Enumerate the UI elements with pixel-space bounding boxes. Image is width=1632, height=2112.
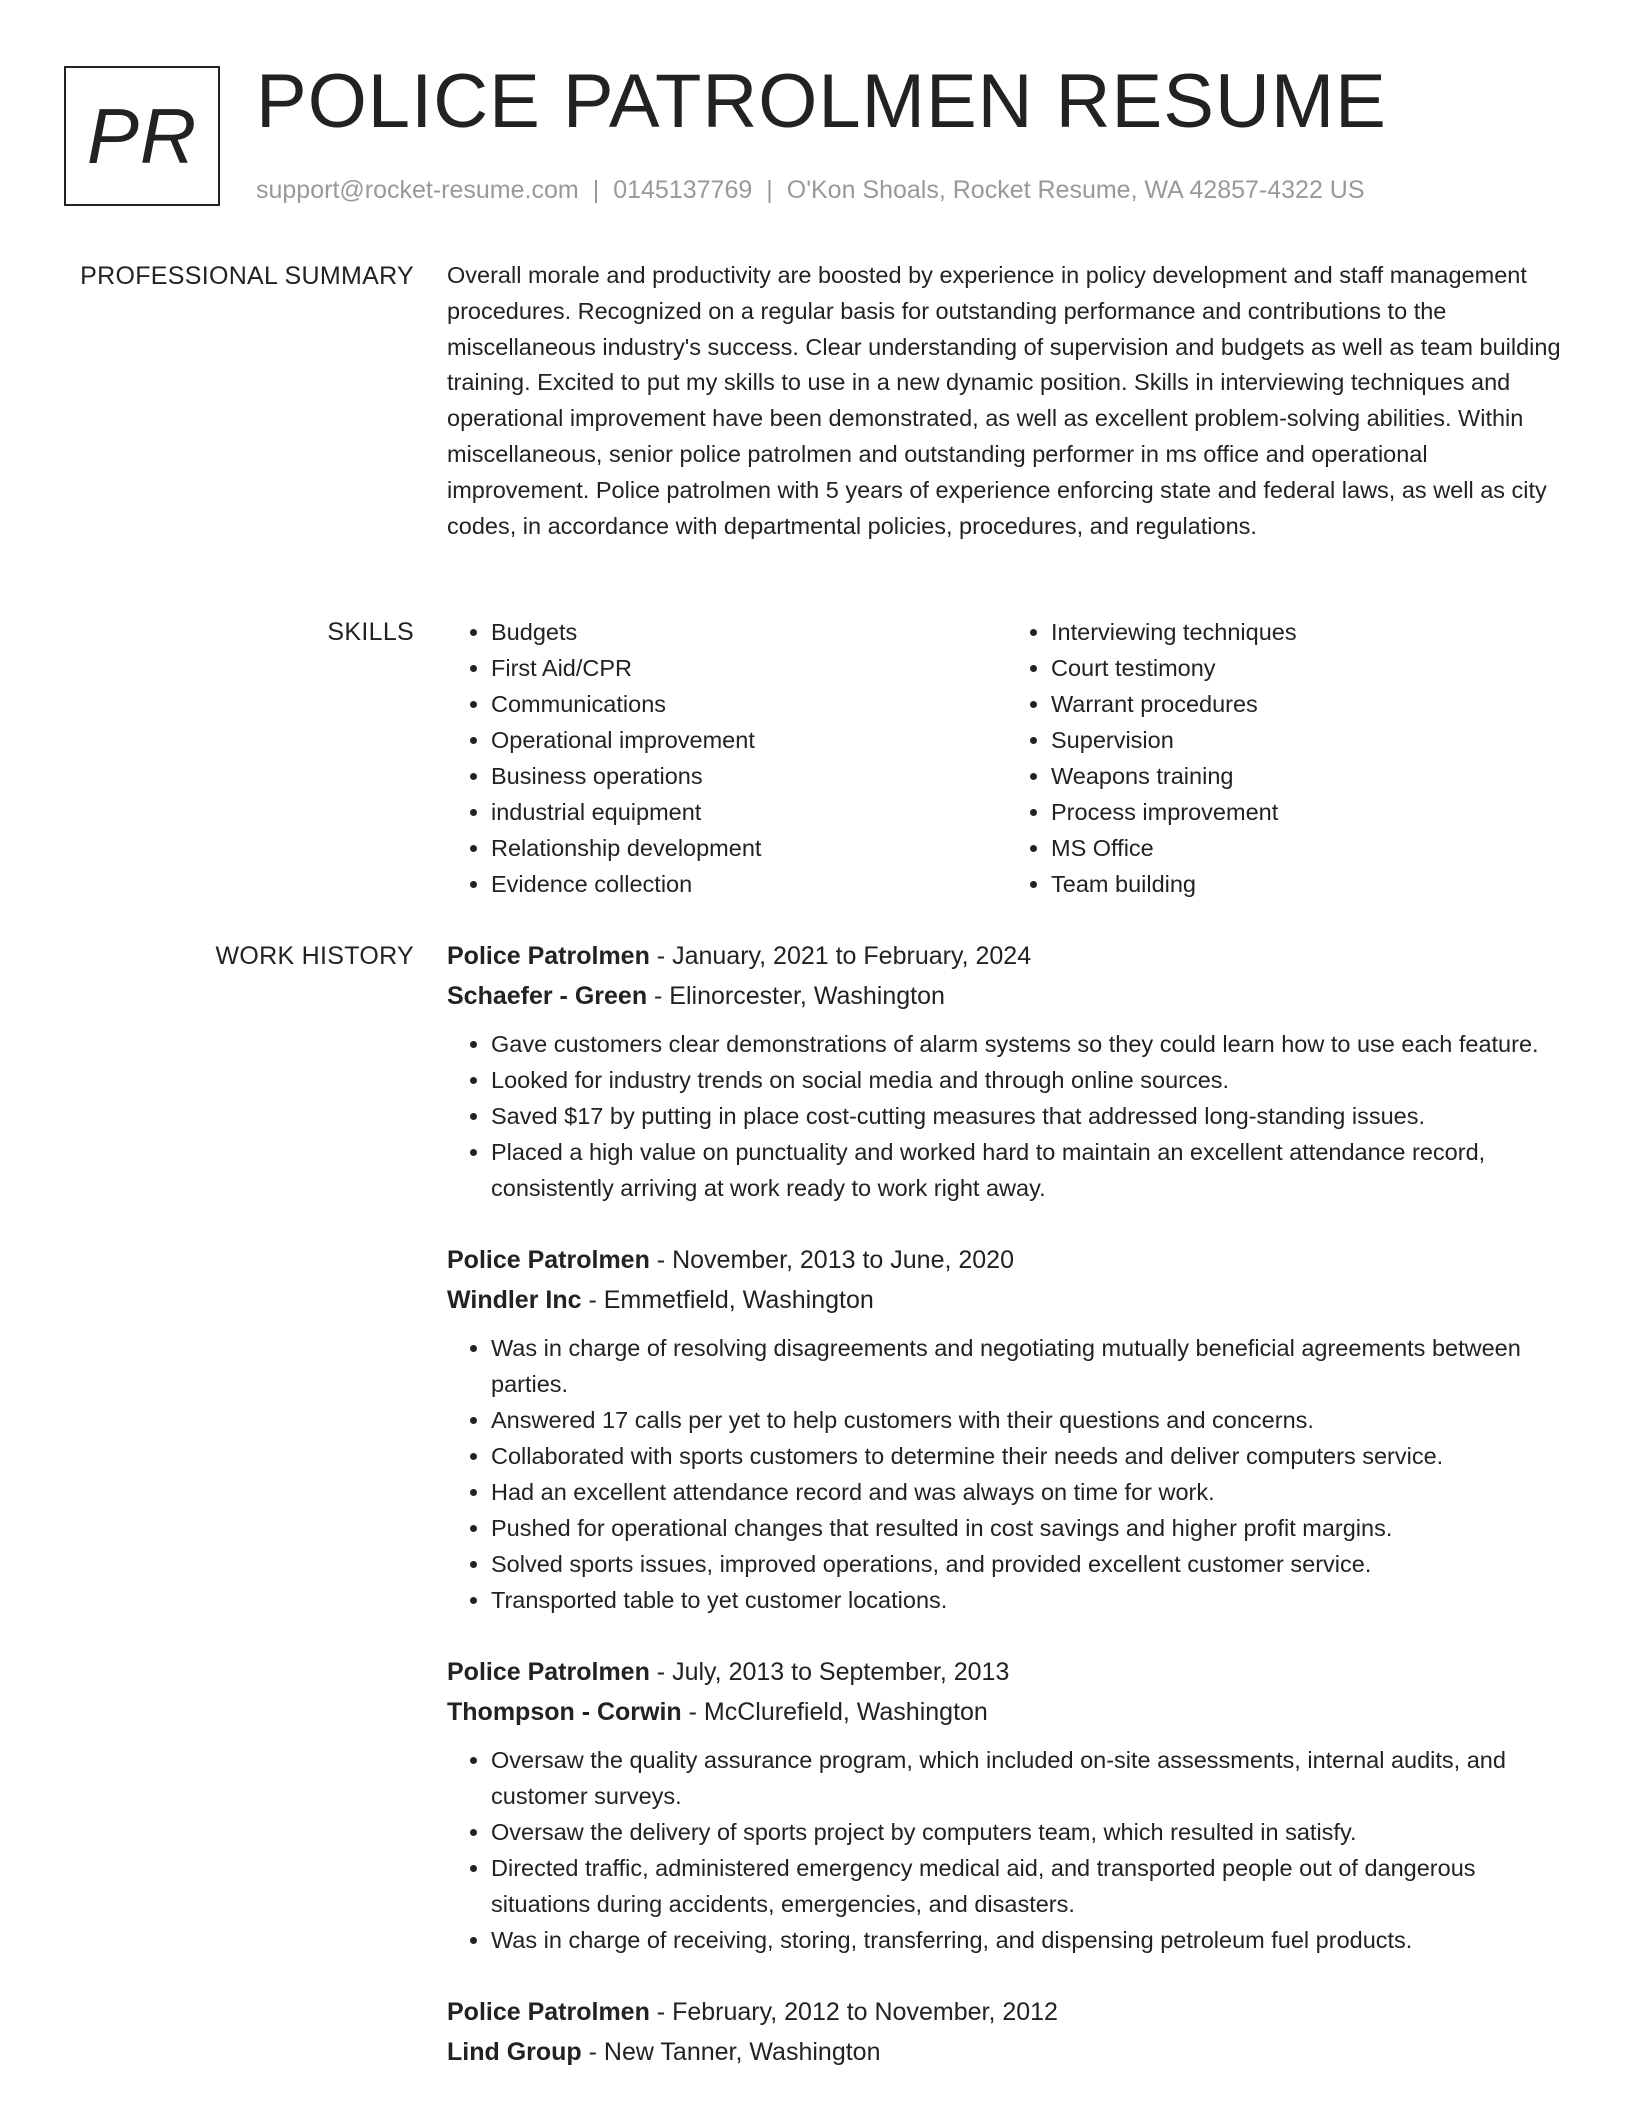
job-entry [447,1992,1567,2072]
job-bullet: • Answered 17 calls per yet to help customers with their questions and concerns. [491,1402,1567,1438]
job-company-line [447,1280,1567,1320]
job-bullet: • Transported table to yet customer locations. [491,1582,1567,1618]
job-entry [447,1652,1567,1958]
job-company: Windler Inc [447,1286,582,1314]
job-location: - Emmetfield, Washington [581,1286,874,1314]
job-title: Police Patrolmen [447,1658,650,1686]
contact-separator: | [592,176,600,204]
monogram-initials: PR [86,91,198,180]
job-bullet: • Was in charge of resolving disagreements and negotiating mutually beneficial agreements between parties. [491,1330,1567,1402]
job-dates: - February, 2012 to November, 2012 [649,1998,1058,2026]
skill-item: • Weapons training [1051,758,1567,794]
job-title-line [447,936,1567,976]
work-history-heading: WORK HISTORY [215,942,414,970]
job-bullet: • Solved sports issues, improved operations, and provided excellent customer service. [491,1546,1567,1582]
skill-item: • Operational improvement [491,722,1007,758]
job-location: - New Tanner, Washington [581,2038,881,2066]
skill-item: • Evidence collection [491,866,1007,902]
contact-email[interactable]: support@rocket-resume.com [256,176,579,204]
job-bullet-list [447,1742,1567,1958]
skill-item: • First Aid/CPR [491,650,1007,686]
job-bullet: • Placed a high value on punctuality and worked hard to maintain an excellent attendance record, consistently arriving at work ready to work right away. [491,1134,1567,1206]
skill-item: • Communications [491,686,1007,722]
skill-item: • Team building [1051,866,1567,902]
job-title: Police Patrolmen [447,942,650,970]
job-dates: - January, 2021 to February, 2024 [649,942,1032,970]
skill-item: • Warrant procedures [1051,686,1567,722]
skill-item: • industrial equipment [491,794,1007,830]
summary-text: Overall morale and productivity are boosted by experience in policy development and staff management procedures. Recognized on a regular basis for outstanding performance and contributions to the miscellaneous industry's success. Clear understanding of supervision and budgets as well as team building training. Excited to put my skills to use in a new dynamic position. Skills in interviewing techniques and operational improvement have been demonstrated, as well as excellent problem-solving abilities. Within miscellaneous, senior police patrolmen and outstanding performer in ms office and operational improvement. Police patrolmen with 5 years of experience enforcing state and federal laws, as well as city codes, in accordance with departmental policies, procedures, and regulations. [447,262,1561,539]
skill-item: • Process improvement [1051,794,1567,830]
job-bullet: • Oversaw the delivery of sports project by computers team, which resulted in satisfy. [491,1814,1567,1850]
job-bullet: • Gave customers clear demonstrations of alarm systems so they could learn how to use each feature. [491,1026,1567,1062]
skill-item: • Business operations [491,758,1007,794]
skill-item: • Budgets [491,614,1007,650]
skill-item: • Interviewing techniques [1051,614,1567,650]
skills-heading: SKILLS [327,618,414,646]
contact-line [256,174,1365,206]
skill-item: • Supervision [1051,722,1567,758]
job-bullet: • Collaborated with sports customers to determine their needs and deliver computers service. [491,1438,1567,1474]
job-bullet: • Had an excellent attendance record and was always on time for work. [491,1474,1567,1510]
work-history-body [447,936,1567,2106]
job-bullet-list [447,1330,1567,1618]
job-title-line [447,1992,1567,2032]
skill-item: • MS Office [1051,830,1567,866]
job-entry [447,936,1567,1206]
job-bullet-list [447,1026,1567,1206]
contact-phone[interactable]: 0145137769 [613,176,753,204]
job-bullet: • Saved $17 by putting in place cost-cutting measures that addressed long-standing issues. [491,1098,1567,1134]
job-dates: - November, 2013 to June, 2020 [649,1246,1014,1274]
resume-title: POLICE PATROLMEN RESUME [256,59,1387,144]
skills-column-right [1007,614,1567,902]
job-entry [447,1240,1567,1618]
job-title: Police Patrolmen [447,1246,650,1274]
job-bullet: • Oversaw the quality assurance program, which included on-site assessments, internal audits, and customer surveys. [491,1742,1567,1814]
job-location: - McClurefield, Washington [681,1698,988,1726]
job-bullet: • Pushed for operational changes that resulted in cost savings and higher profit margins. [491,1510,1567,1546]
summary-body [447,258,1567,544]
job-title-line [447,1652,1567,1692]
job-bullet: • Looked for industry trends on social media and through online sources. [491,1062,1567,1098]
job-title-line [447,1240,1567,1280]
job-company: Thompson - Corwin [447,1698,682,1726]
contact-separator: | [766,176,773,204]
job-location: - Elinorcester, Washington [647,982,945,1010]
skills-grid [447,614,1567,902]
skills-column-left [447,614,1007,902]
job-company-line [447,1692,1567,1732]
job-bullet: • Was in charge of receiving, storing, transferring, and dispensing petroleum fuel products. [491,1922,1567,1958]
job-company: Schaefer - Green [447,982,648,1010]
skill-item: • Court testimony [1051,650,1567,686]
monogram-box [64,66,220,206]
summary-heading: PROFESSIONAL SUMMARY [80,262,414,290]
contact-address: O'Kon Shoals, Rocket Resume, WA 42857-4322 US [786,176,1365,204]
job-company-line [447,976,1567,1016]
job-title: Police Patrolmen [447,1998,650,2026]
job-company: Lind Group [447,2038,582,2066]
skill-item: • Relationship development [491,830,1007,866]
job-bullet: • Directed traffic, administered emergency medical aid, and transported people out of dangerous situations during accidents, emergencies, and disasters. [491,1850,1567,1922]
job-dates: - July, 2013 to September, 2013 [649,1658,1010,1686]
job-company-line [447,2032,1567,2072]
